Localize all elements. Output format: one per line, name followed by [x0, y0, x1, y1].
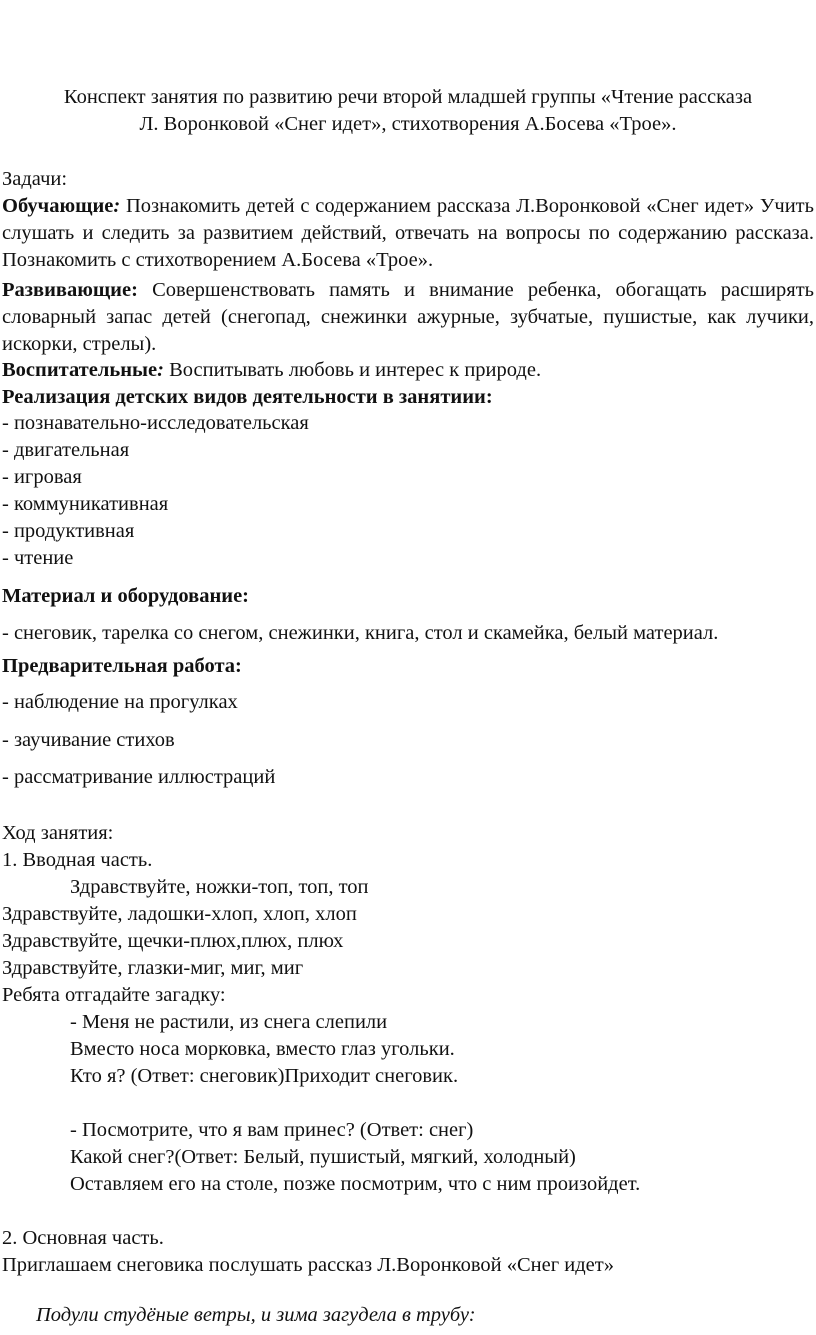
prep-item: - наблюдение на прогулках	[2, 691, 238, 713]
question-line: - Посмотрите, что я вам принес? (Ответ: снег)	[70, 1119, 474, 1141]
prep-item: - заучивание стихов	[2, 729, 175, 751]
activity-item: - двигательная	[2, 439, 130, 461]
tasks-heading: Задачи:	[2, 168, 68, 190]
activity-item: - чтение	[2, 547, 74, 569]
educational-paragraph	[2, 357, 541, 384]
riddle-line: Кто я? (Ответ: снеговик)Приходит снеговик.	[70, 1065, 459, 1087]
teaching-colon: :	[113, 195, 121, 217]
developing-label: Развивающие:	[2, 279, 138, 301]
activity-item: - продуктивная	[2, 520, 135, 542]
part2-heading: 2. Основная часть.	[2, 1227, 164, 1249]
prep-heading: Предварительная работа:	[2, 655, 242, 677]
greeting-line: Здравствуйте, глазки-миг, миг, миг	[2, 957, 304, 979]
question-line: Оставляем его на столе, позже посмотрим, что с ним произойдет.	[70, 1173, 641, 1195]
lesson-heading: Ход занятия:	[2, 822, 114, 844]
activity-item: - игровая	[2, 466, 82, 488]
teaching-paragraph	[2, 193, 814, 274]
greeting-line: Здравствуйте, щечки-плюх,плюх, плюх	[2, 930, 344, 952]
greeting-line: Здравствуйте, ножки-топ, топ, топ	[70, 876, 369, 898]
title-line-2: Л. Воронковой «Снег идет», стихотворения А.Босева «Трое».	[139, 113, 677, 135]
educational-text: Воспитывать любовь и интерес к природе.	[163, 359, 542, 381]
riddle-line: Вместо носа морковка, вместо глаз угольки.	[70, 1038, 455, 1060]
riddle-intro: Ребята отгадайте загадку:	[2, 984, 226, 1006]
activity-item: - коммуникативная	[2, 493, 169, 515]
teaching-text: Познакомить детей с содержанием рассказа Л.Воронковой «Снег идет» Учить слушать и следить за развитием действий, отвечать на вопросы по содержанию рассказа. Познакомить с стихотворением А.Босева «Трое».	[2, 195, 814, 271]
activity-item: - познавательно-исследовательская	[2, 412, 309, 434]
prep-item: - рассматривание иллюстраций	[2, 766, 276, 788]
materials-text: - снеговик, тарелка со снегом, снежинки, книга, стол и скамейка, белый материал.	[2, 622, 719, 644]
developing-text: Совершенствовать память и внимание ребенка, обогащать расширять словарный запас детей (снегопад, снежинки ажурные, зубчатые, пушистые, как лучики, искорки, стрелы).	[2, 279, 814, 355]
materials-heading: Материал и оборудование:	[2, 585, 249, 607]
riddle-line: - Меня не растили, из снега слепили	[70, 1011, 388, 1033]
document-title	[0, 84, 816, 138]
invite-line: Приглашаем снеговика послушать рассказ Л.Воронковой «Снег идет»	[2, 1254, 614, 1276]
question-line: Какой снег?(Ответ: Белый, пушистый, мягкий, холодный)	[70, 1146, 576, 1168]
educational-colon: :	[157, 359, 164, 381]
title-line-1: Конспект занятия по развитию речи второй младшей группы «Чтение рассказа	[63, 86, 753, 108]
activities-heading: Реализация детских видов деятельности в занятиии:	[2, 386, 493, 408]
greeting-line: Здравствуйте, ладошки-хлоп, хлоп, хлоп	[2, 903, 357, 925]
story-line: Подули студёные ветры, и зима загудела в трубу:	[36, 1304, 476, 1326]
teaching-label: Обучающие	[2, 195, 114, 217]
part1-heading: 1. Вводная часть.	[2, 849, 153, 871]
educational-label: Воспитательные	[2, 359, 158, 381]
developing-paragraph	[2, 277, 814, 358]
